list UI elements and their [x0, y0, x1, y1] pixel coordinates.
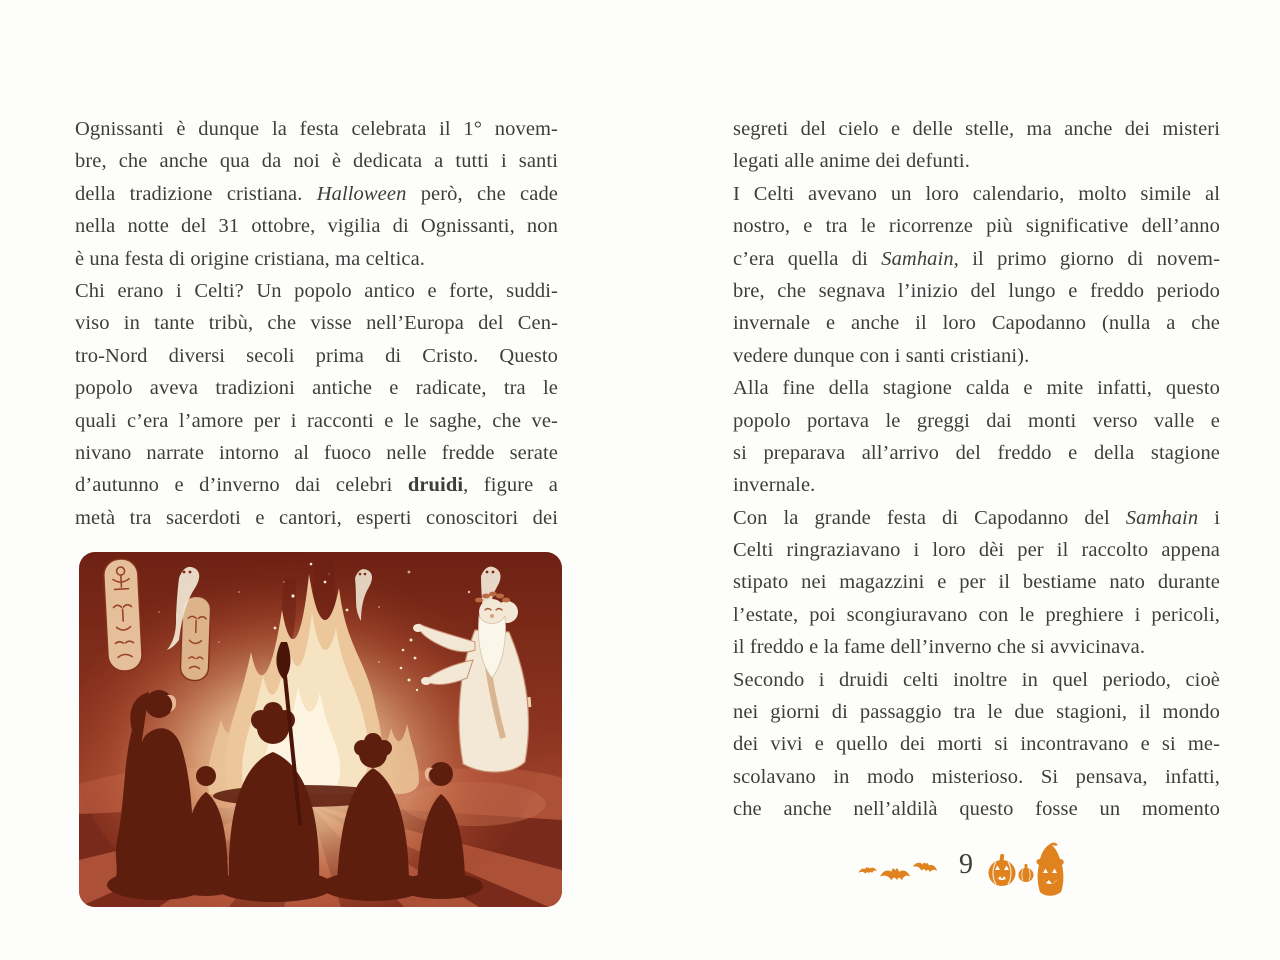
text-line: Chi erano i Celti? Un popolo antico e forte, suddi-: [75, 279, 558, 302]
text-line: scolavano in modo misterioso. Si pensava, infatti,: [733, 765, 1220, 788]
text-line: stipato nei magazzini e per il bestiame nato durante: [733, 571, 1220, 594]
text-line: viso in tante tribù, che visse nell’Europa del Cen-: [75, 312, 558, 335]
text-line: invernale.: [733, 474, 816, 497]
bat-icon: [858, 866, 877, 874]
text-line: vedere dunque con i santi cristiani).: [733, 344, 1030, 367]
text-line: d’autunno e d’inverno dai celebri druidi, figure a: [75, 474, 558, 497]
text-line: nei giorni di passaggio tra le due stagioni, il mondo: [733, 701, 1220, 724]
text-line: dei vivi e quello dei morti si incontravano e si me-: [733, 733, 1220, 756]
left-text-column: [75, 113, 558, 534]
text-line: tro-Nord diversi secoli prima di Cristo. Questo: [75, 344, 558, 367]
text-line: Secondo i druidi celti inoltre in quel periodo, cioè: [733, 668, 1220, 691]
text-line: nivano narrate intorno al fuoco nelle fredde serate: [75, 441, 558, 464]
pumpkin-icon: [1019, 864, 1034, 882]
witch-pumpkin-icon: [1036, 843, 1063, 896]
text-line: popolo portava le greggi dai monti verso valle e: [733, 409, 1220, 432]
text-line: è una festa di origine cristiana, ma celtica.: [75, 247, 425, 270]
text-line: della tradizione cristiana. Halloween però, che cade: [75, 182, 558, 205]
text-line: l’estate, poi scongiuravano con le preghiere i pericoli,: [733, 603, 1220, 626]
text-line: metà tra sacerdoti e cantori, esperti conoscitori dei: [75, 506, 558, 529]
campfire-illustration: [79, 552, 562, 907]
text-line: si preparava all’arrivo del freddo e della stagione: [733, 441, 1220, 464]
text-line: I Celti avevano un loro calendario, molto simile al: [733, 182, 1220, 205]
text-line: nella notte del 31 ottobre, vigilia di Ognissanti, non: [75, 215, 558, 238]
text-line: bre, che segnava l’inizio del lungo e freddo periodo: [733, 279, 1220, 302]
text-line: il freddo e la fame dell’inverno che si avvicinava.: [733, 636, 1146, 659]
bat-icon: [880, 868, 910, 880]
text-line: Alla fine della stagione calda e mite infatti, questo: [733, 377, 1220, 400]
jack-o-lantern-icon: [989, 854, 1016, 886]
bats-decoration: [858, 855, 946, 894]
text-line: popolo aveva tradizioni antiche e radicate, tra le: [75, 377, 558, 400]
text-line: che anche nell’aldilà questo fosse un momento: [733, 798, 1220, 821]
text-line: bre, che anche qua da noi è dedicata a tutti i santi: [75, 150, 558, 173]
text-line: Con la grande festa di Capodanno del Samhain i: [733, 506, 1220, 529]
right-text-column: [733, 113, 1220, 826]
text-line: Ognissanti è dunque la festa celebrata il 1° novem-: [75, 118, 558, 140]
text-line: Celti ringraziavano i loro dèi per il raccolto appena: [733, 539, 1220, 562]
text-line: c’era quella di Samhain, il primo giorno di novem-: [733, 247, 1220, 270]
text-line: quali c’era l’amore per i racconti e le saghe, che ve-: [75, 409, 558, 432]
page-number: 9: [959, 849, 973, 880]
text-line: nostro, e tra le ricorrenze più significative dell’anno: [733, 215, 1220, 238]
pumpkins-decoration: [988, 842, 1068, 903]
bat-icon: [912, 861, 938, 874]
text-line: legati alle anime dei defunti.: [733, 150, 970, 173]
text-line: invernale e anche il loro Capodanno (nulla a che: [733, 312, 1220, 335]
text-line: segreti del cielo e delle stelle, ma anche dei misteri: [733, 118, 1220, 140]
